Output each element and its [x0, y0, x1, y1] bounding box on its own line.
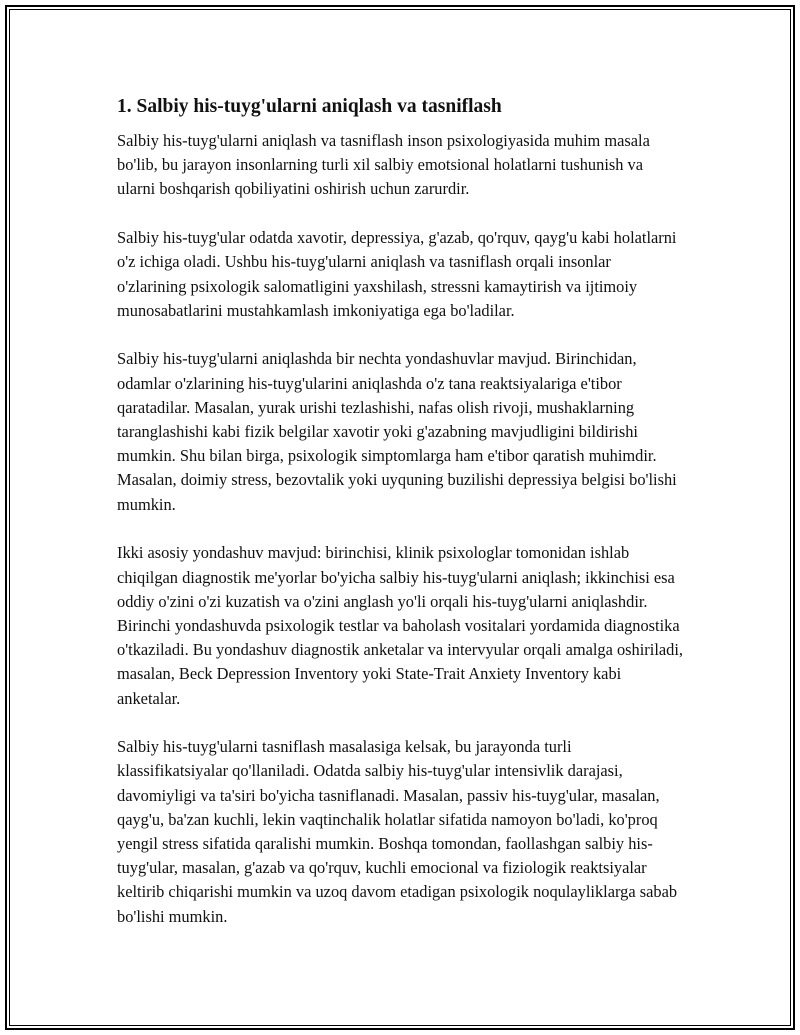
paragraph-5: Salbiy his-tuyg'ularni tasniflash masalasiga kelsak, bu jarayonda turli klassifikatsiyalar qo'llaniladi. Odatda salbiy his-tuyg'ular intensivlik darajasi, davomiyligi va ta'siri bo'yicha tasniflanadi. Masalan, passiv his-tuyg'ular, masalan, qayg'u, ba'zan kuchli, lekin vaqtinchalik holatlar sifatida namoyon bo'ladi, ko'proq yengil stress sifatida qaralishi mumkin. Boshqa tomondan, faollashgan salbiy his-tuyg'ular, masalan, g'azab va qo'rquv, kuchli emocional va fiziologik reaktsiyalar keltirib chiqarishi mumkin va uzoq davom etadigan psixologik noqulayliklarga sabab bo'lishi mumkin.	[117, 737, 678, 926]
paragraph-2: Salbiy his-tuyg'ular odatda xavotir, depressiya, g'azab, qo'rquv, qayg'u kabi holatlarni o'z ichiga oladi. Ushbu his-tuyg'ularni aniqlash va tasniflash orqali insonlar o'zlarining psixologik salomatligini yaxshilash, stressni kamaytirish va ijtimoiy munosabatlarini mustahkamlash imkoniyatiga ega bo'ladilar.	[117, 228, 677, 320]
paragraph-4: Ikki asosiy yondashuv mavjud: birinchisi, klinik psixologlar tomonidan ishlab chiqilgan diagnostik me'yorlar bo'yicha salbiy his-tuyg'ularni aniqlash; ikkinchisi esa oddiy o'zini o'zi kuzatish va o'zini anglash yo'li orqali his-tuyg'ularni aniqlashdir. Birinchi yondashuvda psixologik testlar va baholash vositalari yordamida diagnostika o'tkaziladi. Bu yondashuv diagnostik anketalar va intervyular orqali amalga oshiriladi, masalan, Beck Depression Inventory yoki State-Trait Anxiety Inventory kabi anketalar.	[117, 543, 683, 708]
section-heading: 1. Salbiy his-tuyg'ularni aniqlash va tasniflash	[117, 96, 502, 117]
paragraph-1: Salbiy his-tuyg'ularni aniqlash va tasniflash inson psixologiyasida muhim masala bo'lib, bu jarayon insonlarning turli xil salbiy emotsional holatlarni tushunish va ularni boshqarish qobiliyatini oshirish uchun zarurdir.	[117, 131, 650, 199]
paragraph-3: Salbiy his-tuyg'ularni aniqlashda bir nechta yondashuvlar mavjud. Birinchidan, odamlar o'zlarining his-tuyg'ularini aniqlashda o'z tana reaktsiyalariga e'tibor qaratadilar. Masalan, yurak urishi tezlashishi, nafas olish rivoji, mushaklarning taranglashishi kabi fizik belgilar xavotir yoki g'azabning mavjudligini bildirishi mumkin. Shu bilan birga, psixologik simptomlarga ham e'tibor qaratish muhimdir. Masalan, doimiy stress, bezovtalik yoki uyquning buzilishi depressiya belgisi bo'lishi mumkin.	[117, 349, 677, 514]
document-body	[117, 94, 683, 953]
